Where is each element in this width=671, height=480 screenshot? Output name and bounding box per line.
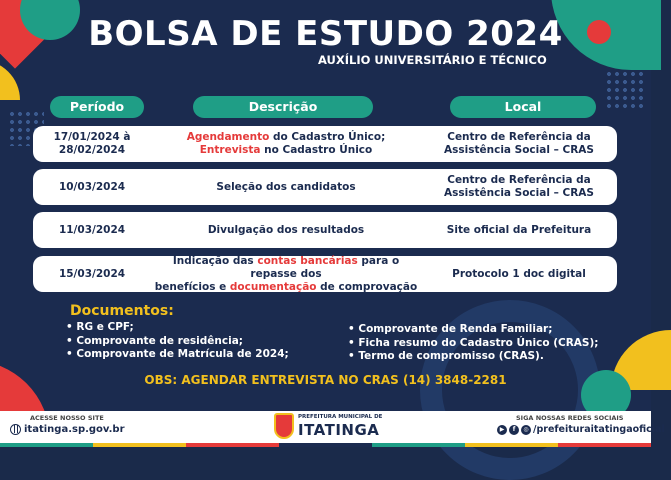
- coat-of-arms-icon: [274, 413, 294, 439]
- row-local: Site oficial da Prefeitura: [446, 223, 592, 236]
- column-header-period: Período: [50, 96, 144, 118]
- social-handle: /prefeituraitatingaoficial: [533, 424, 665, 435]
- row-local: [421, 169, 617, 205]
- decorative-dots: [605, 70, 645, 110]
- documents-title: Documentos:: [70, 303, 174, 319]
- row-date: 10/03/2024: [58, 180, 126, 193]
- list-item: • Termo de compromisso (CRAS).: [348, 350, 599, 364]
- list-item: • Comprovante de Matrícula de 2024;: [66, 348, 289, 362]
- instagram-icon[interactable]: ◎: [521, 425, 531, 435]
- color-stripe: [0, 443, 651, 447]
- row-description: Seleção dos candidatos: [216, 180, 356, 193]
- list-item: • Comprovante de residência;: [66, 335, 289, 349]
- documents-list-right: [348, 323, 599, 364]
- table-row: [33, 256, 617, 292]
- page-title: BOLSA DE ESTUDO 2024: [88, 14, 563, 54]
- date-line: 17/01/2024 à: [53, 131, 131, 143]
- table-row: [33, 212, 617, 248]
- page-subtitle: AUXÍLIO UNIVERSITÁRIO E TÉCNICO: [318, 53, 547, 67]
- local-line: Assistência Social – CRAS: [444, 187, 594, 199]
- desc-text: no Cadastro Único: [260, 144, 373, 156]
- youtube-icon[interactable]: ▶: [497, 425, 507, 435]
- desc-text: para o repasse dos: [250, 254, 400, 280]
- column-header-local: Local: [450, 96, 596, 118]
- date-line: 28/02/2024: [58, 144, 126, 156]
- highlight-text: documentação: [229, 280, 317, 293]
- list-item: • RG e CPF;: [66, 321, 289, 335]
- logo-name: ITATINGA: [298, 421, 380, 439]
- desc-text: benefícios e: [154, 280, 230, 293]
- table-row: [33, 169, 617, 205]
- row-description: Divulgação dos resultados: [207, 223, 365, 236]
- documents-list-left: [66, 321, 289, 362]
- row-description: [151, 126, 421, 162]
- globe-icon: [10, 424, 21, 435]
- highlight-text: Entrevista: [199, 144, 261, 156]
- column-header-description: Descrição: [193, 96, 373, 118]
- local-line: Centro de Referência da: [447, 174, 591, 186]
- logo-caption: PREFEITURA MUNICIPAL DE: [298, 414, 383, 420]
- row-date: 15/03/2024: [58, 267, 126, 280]
- local-line: Assistência Social – CRAS: [444, 144, 594, 156]
- obs-note: OBS: AGENDAR ENTREVISTA NO CRAS (14) 3848-2281: [144, 373, 507, 387]
- row-description: [151, 256, 421, 292]
- row-date: [33, 126, 151, 162]
- site-link[interactable]: [10, 424, 125, 435]
- desc-text: do Cadastro Único;: [269, 131, 386, 143]
- facebook-icon[interactable]: f: [509, 425, 519, 435]
- social-label: SIGA NOSSAS REDES SOCIAIS: [516, 414, 624, 422]
- municipal-logo: [274, 413, 383, 443]
- list-item: • Ficha resumo do Cadastro Único (CRAS);: [348, 337, 599, 351]
- list-item: • Comprovante de Renda Familiar;: [348, 323, 599, 337]
- site-url: itatinga.sp.gov.br: [24, 424, 125, 435]
- local-line: Centro de Referência da: [447, 131, 591, 143]
- row-local: Protocolo 1 doc digital: [452, 267, 586, 280]
- site-label: ACESSE NOSSO SITE: [30, 414, 104, 422]
- highlight-text: Agendamento: [186, 131, 270, 143]
- highlight-text: contas bancárias: [257, 254, 358, 267]
- row-local: [421, 126, 617, 162]
- row-date: 11/03/2024: [58, 223, 126, 236]
- social-links[interactable]: [497, 424, 665, 435]
- desc-text: de comprovação: [316, 280, 418, 293]
- desc-text: Indicação das: [172, 254, 258, 267]
- footer: [0, 411, 665, 447]
- table-row: [33, 126, 617, 162]
